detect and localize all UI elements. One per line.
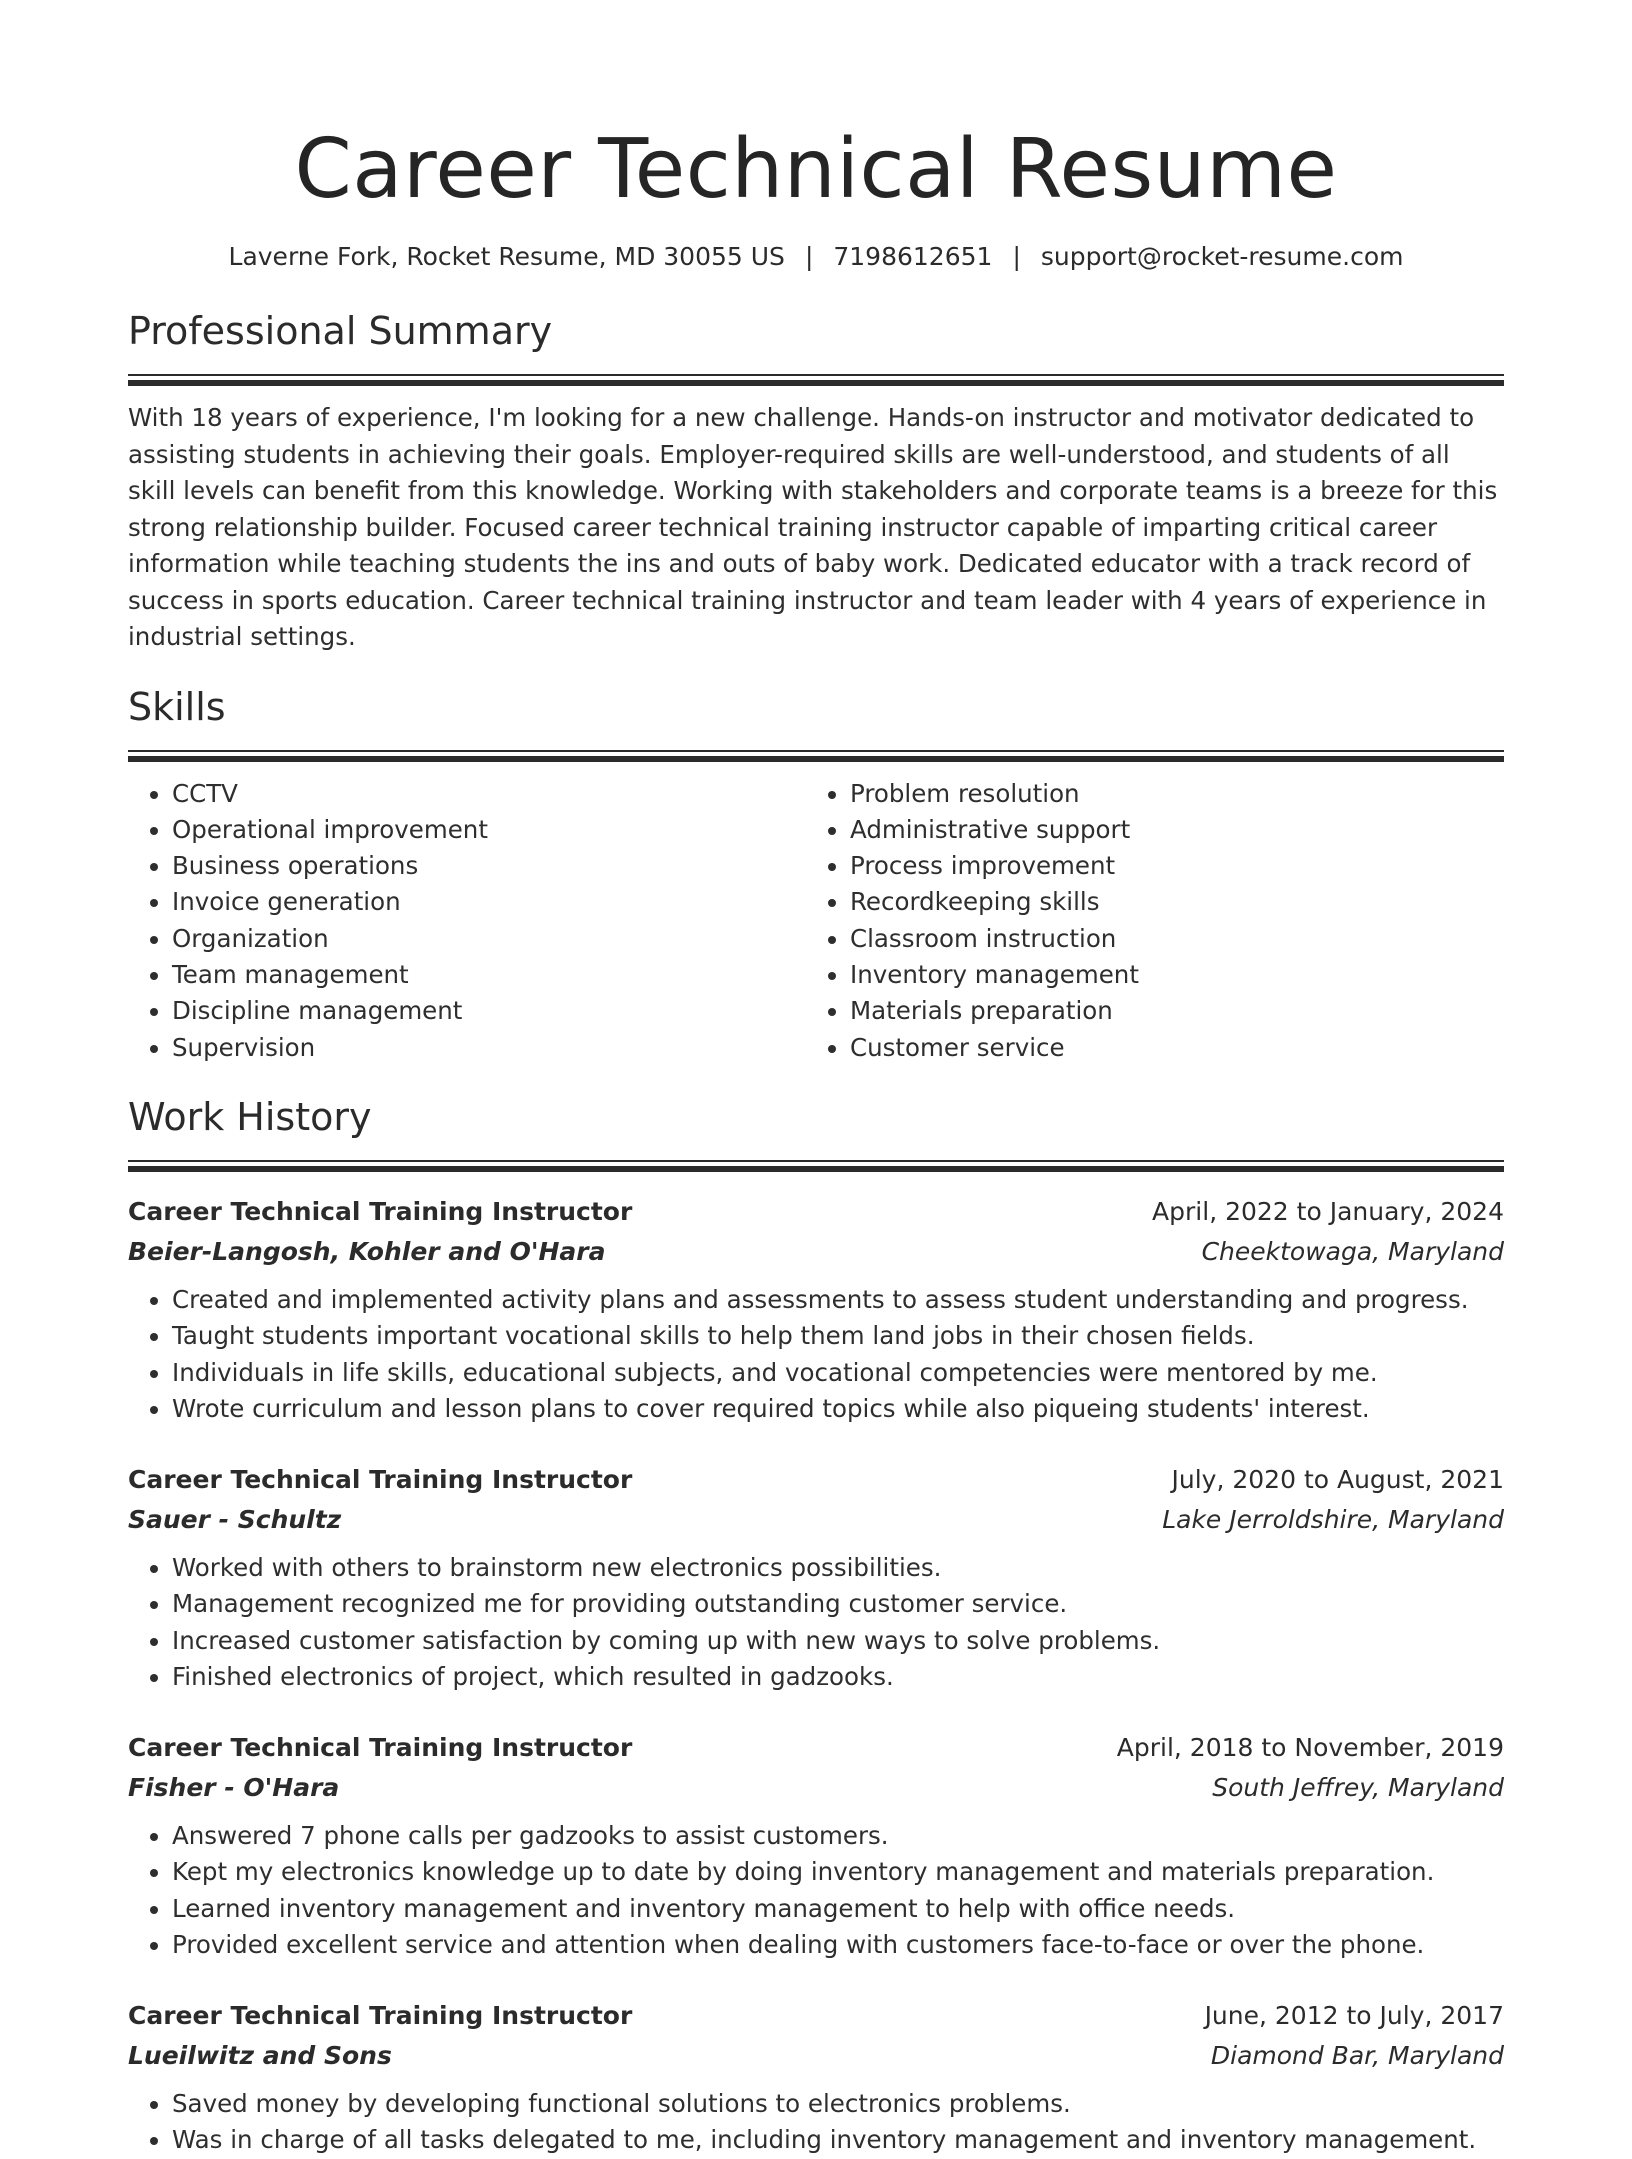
skill-item: • Process improvement — [850, 848, 1484, 884]
skill-item: • Customer service — [850, 1030, 1484, 1066]
job-bullet: • Worked with others to brainstorm new electronics possibilities. — [172, 1550, 1504, 1587]
job-location: Lake Jerroldshire, Maryland — [1162, 1504, 1504, 1534]
job-dates: July, 2020 to August, 2021 — [1171, 1464, 1504, 1494]
job-entry — [128, 1460, 1504, 1696]
job-title: Career Technical Training Instructor — [128, 1732, 633, 1762]
job-location: Diamond Bar, Maryland — [1210, 2040, 1504, 2070]
job-bullet: • Finished electronics of project, which resulted in gadzooks. — [172, 1659, 1504, 1696]
job-company: Fisher - O'Hara — [128, 1772, 340, 1802]
job-bullet: • Learned inventory management and inventory management to help with office needs. — [172, 1891, 1504, 1928]
work-history-heading: Work History — [128, 1094, 372, 1139]
work-history-section — [128, 1092, 1504, 2159]
job-location: South Jeffrey, Maryland — [1212, 1772, 1504, 1802]
job-dates: April, 2022 to January, 2024 — [1152, 1196, 1504, 1226]
job-company-row — [128, 2036, 1504, 2076]
contact-separator: | — [1012, 242, 1021, 271]
summary-heading: Professional Summary — [128, 309, 553, 353]
job-title: Career Technical Training Instructor — [128, 1464, 633, 1494]
skill-item: • Classroom instruction — [850, 921, 1484, 957]
contact-email: support@rocket-resume.com — [1040, 242, 1404, 271]
job-company-row — [128, 1768, 1504, 1808]
job-header-row — [128, 1728, 1504, 1768]
job-dates: June, 2012 to July, 2017 — [1204, 2000, 1504, 2030]
skill-item: • Supervision — [172, 1030, 806, 1066]
job-bullet: • Created and implemented activity plans and assessments to assess student understanding and progress. — [172, 1282, 1504, 1319]
job-bullet: • Individuals in life skills, educational subjects, and vocational competencies were mentored by me. — [172, 1355, 1504, 1392]
job-bullet: • Management recognized me for providing outstanding customer service. — [172, 1586, 1504, 1623]
contact-address: Laverne Fork, Rocket Resume, MD 30055 US — [228, 242, 785, 271]
summary-section — [128, 306, 1504, 656]
resume-title: Career Technical Resume — [294, 122, 1338, 217]
job-bullets — [128, 1550, 1504, 1696]
job-company: Beier-Langosh, Kohler and O'Hara — [128, 1236, 606, 1266]
skill-item: • Administrative support — [850, 812, 1484, 848]
skill-item: • Invoice generation — [172, 884, 806, 920]
skill-item: • Operational improvement — [172, 812, 806, 848]
job-title: Career Technical Training Instructor — [128, 2000, 633, 2030]
job-bullet: • Kept my electronics knowledge up to date by doing inventory management and materials preparation. — [172, 1854, 1504, 1891]
job-bullet: • Provided excellent service and attention when dealing with customers face-to-face or over the phone. — [172, 1927, 1504, 1964]
skills-heading: Skills — [128, 684, 226, 729]
skills-section — [128, 682, 1504, 1066]
skills-list — [128, 776, 1504, 1066]
job-header-row — [128, 1460, 1504, 1500]
resume-page — [128, 0, 1504, 2159]
job-bullets — [128, 2086, 1504, 2159]
job-company: Sauer - Schultz — [128, 1504, 342, 1534]
job-bullet: • Answered 7 phone calls per gadzooks to assist customers. — [172, 1818, 1504, 1855]
contact-phone: 7198612651 — [833, 242, 993, 271]
job-location: Cheektowaga, Maryland — [1201, 1236, 1504, 1266]
job-title: Career Technical Training Instructor — [128, 1196, 633, 1226]
summary-text: With 18 years of experience, I'm looking for a new challenge. Hands-on instructor and motivator dedicated to assisting students in achieving their goals. Employer-required skills are well-understood, and students of all skill levels can benefit from this knowledge. Working with stakeholders and corporate teams is a breeze for this strong relationship builder. Focused career technical training instructor capable of imparting critical career information while teaching students the ins and outs of baby work. Dedicated educator with a track record of success in sports education. Career technical training instructor and team leader with 4 years of experience in industrial settings. — [128, 403, 1498, 651]
job-company-row — [128, 1500, 1504, 1540]
section-divider — [128, 374, 1504, 386]
job-bullet: • Was in charge of all tasks delegated to me, including inventory management and inventory management. — [172, 2122, 1504, 2159]
skills-column-left — [128, 776, 806, 1066]
job-header-row — [128, 1996, 1504, 2036]
contact-separator: | — [804, 242, 814, 271]
skill-item: • Business operations — [172, 848, 806, 884]
skill-item: • Organization — [172, 921, 806, 957]
job-entry — [128, 1996, 1504, 2159]
job-entry — [128, 1728, 1504, 1964]
job-bullet: • Increased customer satisfaction by coming up with new ways to solve problems. — [172, 1623, 1504, 1660]
contact-line — [128, 240, 1504, 274]
skill-item: • Team management — [172, 957, 806, 993]
skill-item: • CCTV — [172, 776, 806, 812]
job-bullet: • Taught students important vocational skills to help them land jobs in their chosen fields. — [172, 1318, 1504, 1355]
job-bullets — [128, 1818, 1504, 1964]
job-bullets — [128, 1282, 1504, 1428]
skill-item: • Recordkeeping skills — [850, 884, 1484, 920]
job-bullet: • Wrote curriculum and lesson plans to cover required topics while also piqueing students' interest. — [172, 1391, 1504, 1428]
skill-item: • Discipline management — [172, 993, 806, 1029]
skill-item: • Problem resolution — [850, 776, 1484, 812]
job-entry — [128, 1192, 1504, 1428]
skills-column-right — [806, 776, 1484, 1066]
section-divider — [128, 1160, 1504, 1172]
skill-item: • Inventory management — [850, 957, 1484, 993]
job-company: Lueilwitz and Sons — [128, 2040, 392, 2070]
job-dates: April, 2018 to November, 2019 — [1116, 1732, 1504, 1762]
job-company-row — [128, 1232, 1504, 1272]
section-divider — [128, 750, 1504, 762]
job-header-row — [128, 1192, 1504, 1232]
job-bullet: • Saved money by developing functional solutions to electronics problems. — [172, 2086, 1504, 2123]
skill-item: • Materials preparation — [850, 993, 1484, 1029]
